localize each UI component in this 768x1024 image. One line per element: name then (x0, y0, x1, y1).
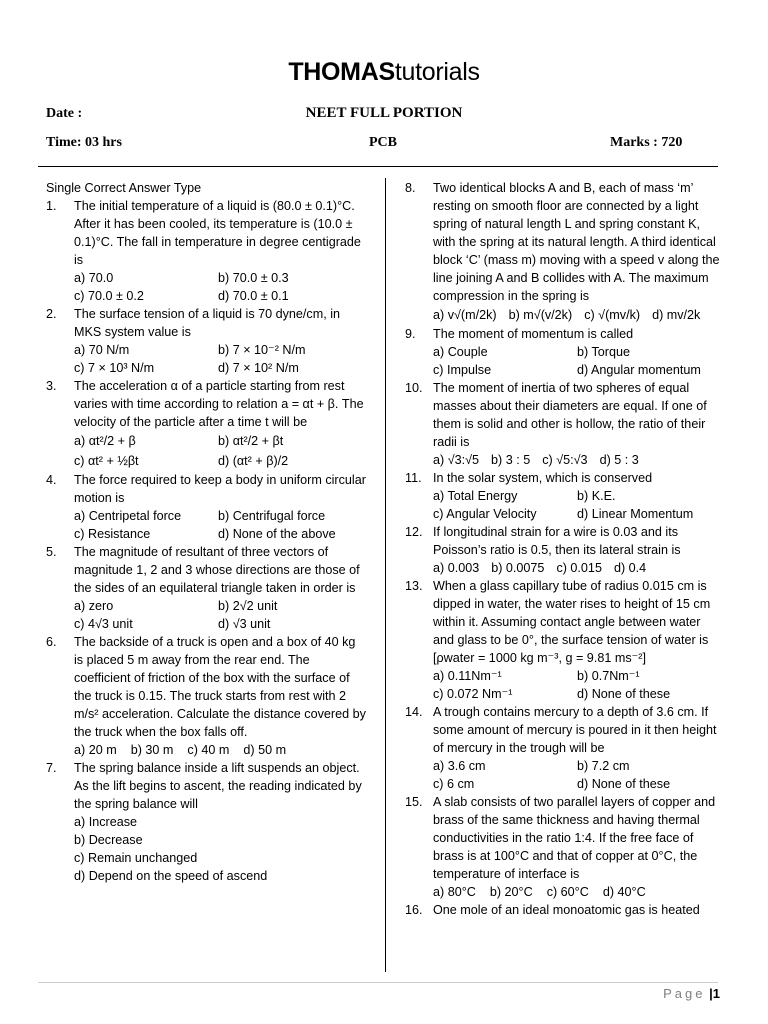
question-text: The magnitude of resultant of three vectors of magnitude 1, 2 and 3 whose directions are those of the sides of an equilateral triangle taken in order is (74, 545, 360, 595)
question-text: A trough contains mercury to a depth of 3.6 cm. If some amount of mercury is poured in it then height of mercury in the trough will be (433, 705, 717, 755)
question-10 (405, 379, 723, 469)
question-5 (46, 543, 366, 633)
question-text: Two identical blocks A and B, each of mass ‘m’ resting on smooth floor are connected by a light spring of natural length L and spring constant K, with the spring at its natural length. A third identical block ‘C’ (mass m) moving with a speed v along the line joining A and B collides with A. The maximum compression in the spring is (433, 181, 720, 303)
option-d: d) Linear Momentum (577, 507, 694, 521)
question-number: 6. (46, 635, 57, 649)
marks-label: Marks : 720 (610, 135, 683, 150)
question-16 (405, 901, 723, 919)
option-d: d) mv/2k (652, 308, 701, 322)
option-b: b) 0.0075 (491, 561, 545, 575)
question-text: The spring balance inside a lift suspends an object. As the lift begins to ascent, the reading indicated by the spring balance will (74, 761, 362, 811)
option-d: d) 7 × 10² N/m (218, 361, 299, 375)
option-b: b) 7 × 10⁻² N/m (218, 343, 306, 357)
option-a: a) 20 m (74, 743, 117, 757)
question-number: 7. (46, 761, 57, 775)
option-a: a) 0.11Nm⁻¹ (433, 669, 502, 683)
page-num: |1 (709, 986, 720, 1001)
question-number: 11. (405, 471, 422, 485)
option-d: d) 5 : 3 (599, 453, 639, 467)
question-12 (405, 523, 723, 577)
option-b: b) 20°C (489, 885, 533, 899)
option-c: c) 6 cm (433, 777, 475, 791)
option-d: d) 0.4 (613, 561, 647, 575)
question-15 (405, 793, 723, 901)
option-b: b) m√(v/2k) (508, 308, 573, 322)
question-number: 12. (405, 525, 423, 539)
question-1 (46, 197, 366, 305)
question-number: 13. (405, 579, 423, 593)
option-d: d) None of these (577, 687, 671, 701)
option-b: b) 2√2 unit (218, 599, 278, 613)
question-text: When a glass capillary tube of radius 0.015 cm is dipped in water, the water rises to height of 15 cm within it. Assuming contact angle between water and glass to be 0°, the surface tension of water is [ρwater = 1000 kg m⁻³, g = 9.81 ms⁻²] (433, 579, 711, 665)
question-text: If longitudinal strain for a wire is 0.03 and its Poisson’s ratio is 0.5, then its lateral strain is (433, 525, 681, 557)
option-d: d) 40°C (602, 885, 646, 899)
section-heading: Single Correct Answer Type (46, 181, 202, 195)
option-a: a) Couple (433, 345, 488, 359)
question-number: 4. (46, 473, 57, 487)
option-b: b) 30 m (130, 743, 174, 757)
option-a: a) zero (74, 599, 114, 613)
option-b: b) K.E. (577, 489, 616, 503)
option-b: b) 0.7Nm⁻¹ (577, 669, 640, 683)
option-a: a) 70 N/m (74, 343, 130, 357)
option-b: b) αt²/2 + βt (218, 434, 284, 448)
time-label: Time: 03 hrs (46, 135, 122, 150)
brand-logo (0, 58, 768, 87)
question-text: The initial temperature of a liquid is (80.0 ± 0.1)°C. After it has been cooled, its temperature is (10.0 ± 0.1)°C. The fall in temperature in degree centigrade is (74, 199, 361, 267)
option-c: c) √5:√3 (542, 453, 588, 467)
question-7 (46, 759, 366, 885)
option-a: a) 3.6 cm (433, 759, 486, 773)
option-c: c) 0.072 Nm⁻¹ (433, 687, 513, 701)
right-column (405, 179, 723, 919)
option-b: b) 7.2 cm (577, 759, 630, 773)
question-8 (405, 179, 723, 325)
option-c: c) 60°C (546, 885, 589, 899)
option-c: c) Remain unchanged (74, 851, 198, 865)
question-text: The moment of momentum is called (433, 327, 634, 341)
option-b: b) 70.0 ± 0.3 (218, 271, 289, 285)
column-divider (385, 178, 386, 972)
question-text: One mole of an ideal monoatomic gas is heated (433, 903, 700, 917)
question-number: 5. (46, 545, 57, 559)
subject-label: PCB (369, 135, 397, 150)
option-d: d) (αt² + β)/2 (218, 454, 289, 468)
question-text: The acceleration α of a particle starting from rest varies with time according to relation a = αt + β. The velocity of the particle after a time t will be (74, 379, 364, 429)
option-d: d) √3 unit (218, 617, 271, 631)
option-a: a) 0.003 (433, 561, 480, 575)
option-c: c) 0.015 (556, 561, 602, 575)
question-number: 2. (46, 307, 57, 321)
option-c: c) 4√3 unit (74, 617, 133, 631)
brand-rest: tutorials (394, 58, 480, 86)
option-a: a) v√(m/2k) (433, 308, 497, 322)
option-a: a) Increase (74, 815, 137, 829)
question-9 (405, 325, 723, 379)
option-c: c) Impulse (433, 363, 492, 377)
option-b: b) Torque (577, 345, 630, 359)
question-11 (405, 469, 723, 523)
option-d: d) Depend on the speed of ascend (74, 869, 268, 883)
question-text: A slab consists of two parallel layers of copper and brass of the same thickness and having thermal conductivities in the ratio 1:4. If the free face of brass is at 100°C and that of copper at 0°C, the temperature of interface is (433, 795, 716, 881)
option-d: d) 50 m (243, 743, 287, 757)
option-a: a) √3:√5 (433, 453, 480, 467)
paper-title: NEET FULL PORTION (305, 105, 463, 121)
question-number: 8. (405, 181, 416, 195)
question-number: 9. (405, 327, 416, 341)
option-a: a) Total Energy (433, 489, 518, 503)
option-c: c) Angular Velocity (433, 507, 537, 521)
option-a: a) αt²/2 + β (74, 434, 136, 448)
option-c: c) αt² + ½βt (74, 454, 139, 468)
question-text: The moment of inertia of two spheres of equal masses about their diameters are equal. If one of them is solid and other is hollow, the ratio of their radii is (433, 381, 707, 449)
question-number: 15. (405, 795, 423, 809)
question-number: 1. (46, 199, 57, 213)
brand-bold: THOMAS (288, 58, 395, 86)
question-number: 16. (405, 903, 423, 917)
question-14 (405, 703, 723, 793)
question-text: The surface tension of a liquid is 70 dyne/cm, in MKS system value is (74, 307, 341, 339)
header-divider (38, 166, 718, 167)
option-d: d) 70.0 ± 0.1 (218, 289, 289, 303)
option-c: c) 70.0 ± 0.2 (74, 289, 144, 303)
left-column (46, 179, 366, 885)
question-3 (46, 377, 366, 471)
option-b: b) Decrease (74, 833, 143, 847)
option-c: c) Resistance (74, 527, 151, 541)
question-number: 10. (405, 381, 423, 395)
footer-divider (38, 982, 718, 983)
question-text: In the solar system, which is conserved (433, 471, 653, 485)
option-b: b) 3 : 5 (491, 453, 531, 467)
question-13 (405, 577, 723, 703)
option-d: d) None of the above (218, 527, 336, 541)
option-a: a) 70.0 (74, 271, 114, 285)
question-number: 3. (46, 379, 57, 393)
option-c: c) 7 × 10³ N/m (74, 361, 155, 375)
question-number: 14. (405, 705, 423, 719)
question-6 (46, 633, 366, 759)
question-text: The force required to keep a body in uniform circular motion is (74, 473, 366, 505)
page-number (663, 986, 720, 1001)
question-4 (46, 471, 366, 543)
option-b: b) Centrifugal force (218, 509, 326, 523)
date-label: Date : (46, 106, 83, 121)
option-c: c) √(mv/k) (584, 308, 641, 322)
option-a: a) 80°C (433, 885, 476, 899)
question-text: The backside of a truck is open and a box of 40 kg is placed 5 m away from the rear end. The coefficient of friction of the box with the surface of the truck is 0.15. The truck starts from rest with 2 m/s² acceleration. Calculate the distance covered by the truck when the box falls off. (74, 635, 366, 739)
option-c: c) 40 m (187, 743, 230, 757)
option-d: d) None of these (577, 777, 671, 791)
page-word: Page (663, 986, 706, 1001)
option-a: a) Centripetal force (74, 509, 182, 523)
question-2 (46, 305, 366, 377)
option-d: d) Angular momentum (577, 363, 701, 377)
